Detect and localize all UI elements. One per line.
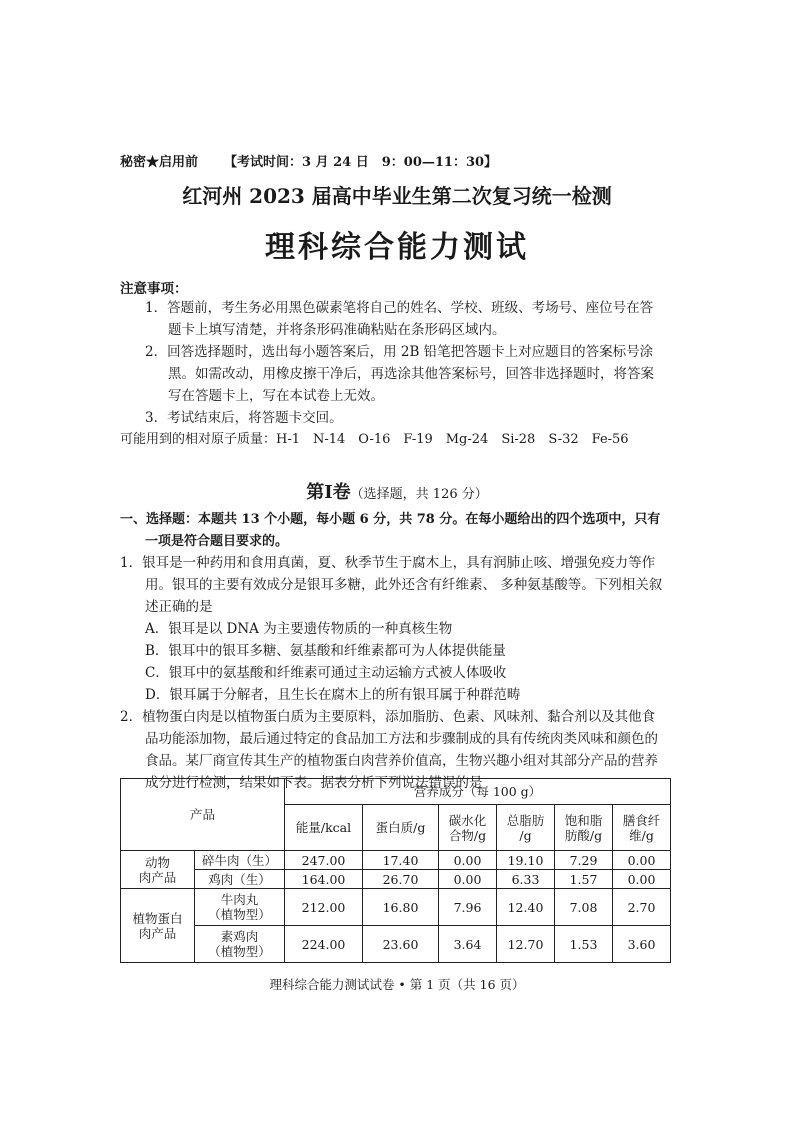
product-name: 鸡肉（生） [195, 870, 285, 889]
section-instruction: 一项是符合题目要求的。 [145, 534, 289, 549]
table-cell: 7.29 [555, 851, 613, 870]
paper-title: 理科综合能力测试 [265, 230, 529, 265]
group-label: 动物 肉产品 [121, 851, 195, 889]
table-cell: 7.08 [555, 889, 613, 926]
question-2-stem: 食品。某厂商宣传其生产的植物蛋白肉营养价值高，生物兴趣小组对其部分产品的营养 [145, 753, 658, 769]
table-row [121, 889, 671, 926]
note-line: 写在答题卡上，写在本试卷上无效。 [168, 388, 384, 404]
table-cell: 7.96 [439, 889, 497, 926]
table-cell: 247.00 [285, 851, 363, 870]
question-2-stem: 2．植物蛋白肉是以植物蛋白质为主要原料，添加脂肪、色素、风味剂、黏合剂以及其他食 [120, 709, 656, 725]
column-header-dietary-fiber: 膳食纤 维/g [613, 805, 671, 851]
question-1-stem: 1．银耳是一种药用和食用真菌，夏、秋季节生于腐木上，具有润肺止咳、增强免疫力等作 [120, 555, 656, 571]
nutrition-table [120, 778, 671, 963]
section-title [0, 478, 794, 504]
exam-time: 【考试时间：3 月 24 日 9：00—11：30】 [224, 155, 498, 170]
table-cell: 12.40 [497, 889, 555, 926]
page-footer: 理科综合能力测试试卷 • 第 1 页（共 16 页） [269, 977, 525, 992]
table-cell: 224.00 [285, 926, 363, 963]
table-row [121, 926, 671, 963]
table-cell: 164.00 [285, 870, 363, 889]
question-1-stem: 用。银耳的主要有效成分是银耳多糖，此外还含有纤维素、 多种氨基酸等。下列相关叙 [145, 577, 663, 593]
note-line: 黑。如需改动，用橡皮擦干净后，再选涂其他答案标号，回答非选择题时，将答案 [168, 366, 654, 382]
product-name: 素鸡肉 （植物型） [195, 926, 285, 963]
notes-heading: 注意事项： [120, 281, 188, 297]
table-cell: 0.00 [613, 851, 671, 870]
section-subtitle: （选择题，共 126 分） [350, 487, 488, 502]
table-cell: 19.10 [497, 851, 555, 870]
column-header-carbohydrate: 碳水化 合物/g [439, 805, 497, 851]
table-cell: 26.70 [363, 870, 439, 889]
table-cell: 0.00 [439, 851, 497, 870]
table-cell: 3.60 [613, 926, 671, 963]
column-header-protein: 蛋白质/g [363, 805, 439, 851]
exam-title: 红河州 2023 届高中毕业生第二次复习统一检测 [182, 184, 612, 208]
column-header-saturated-fat: 饱和脂 肪酸/g [555, 805, 613, 851]
nutrition-group-header: 营养成分（每 100 g） [285, 779, 671, 805]
table-cell: 2.70 [613, 889, 671, 926]
question-1-option: C．银耳中的氨基酸和纤维素可通过主动运输方式被人体吸收 [145, 665, 507, 681]
note-line: 2．回答选择题时，选出每小题答案后，用 2B 铅笔把答题卡上对应题目的答案标号涂 [145, 344, 654, 360]
table-cell: 212.00 [285, 889, 363, 926]
question-1-option: B．银耳中的银耳多糖、氨基酸和纤维素都可为人体提供能量 [145, 643, 506, 659]
confidential-label: 秘密★启用前 [120, 155, 199, 170]
question-1-option: A．银耳是以 DNA 为主要遗传物质的一种真核生物 [145, 621, 453, 637]
table-cell: 17.40 [363, 851, 439, 870]
note-line: 3．考试结束后，将答题卡交回。 [145, 410, 343, 426]
question-1-stem: 述正确的是 [145, 599, 213, 615]
table-cell: 6.33 [497, 870, 555, 889]
product-name: 碎牛肉（生） [195, 851, 285, 870]
product-name: 牛肉丸 （植物型） [195, 889, 285, 926]
atomic-mass-line: 可能用到的相对原子质量：H-1 N-14 O-16 F-19 Mg-24 Si-28 S-32 Fe-56 [120, 432, 629, 447]
table-row [121, 870, 671, 889]
table-cell: 23.60 [363, 926, 439, 963]
table-cell: 0.00 [613, 870, 671, 889]
table-cell: 12.70 [497, 926, 555, 963]
table-cell: 0.00 [439, 870, 497, 889]
column-header-energy: 能量/kcal [285, 805, 363, 851]
question-2-stem: 品功能添加物，最后通过特定的食品加工方法和步骤制成的具有传统肉类风味和颜色的 [145, 731, 658, 747]
note-line: 题卡上填写清楚，并将条形码准确粘贴在条形码区域内。 [168, 322, 506, 338]
section-instruction: 一、选择题：本题共 13 个小题，每小题 6 分，共 78 分。在每小题给出的四个选项中，只有 [120, 512, 661, 527]
question-2-stem: 成分进行检测，结果如下表。据表分析下列说法错误的是 [145, 775, 483, 791]
table-cell: 1.57 [555, 870, 613, 889]
product-header: 产品 [121, 779, 285, 851]
column-header-total-fat: 总脂肪 /g [497, 805, 555, 851]
section-name: 第Ⅰ卷 [306, 482, 351, 503]
table-cell: 16.80 [363, 889, 439, 926]
table-cell: 3.64 [439, 926, 497, 963]
group-label: 植物蛋白 肉产品 [121, 889, 195, 963]
question-1-option: D．银耳属于分解者，且生长在腐木上的所有银耳属于种群范畴 [145, 687, 521, 703]
exam-header-line [120, 151, 497, 170]
table-cell: 1.53 [555, 926, 613, 963]
table-row [121, 851, 671, 870]
note-line: 1．答题前，考生务必用黑色碳素笔将自己的姓名、学校、班级、考场号、座位号在答 [145, 300, 654, 316]
